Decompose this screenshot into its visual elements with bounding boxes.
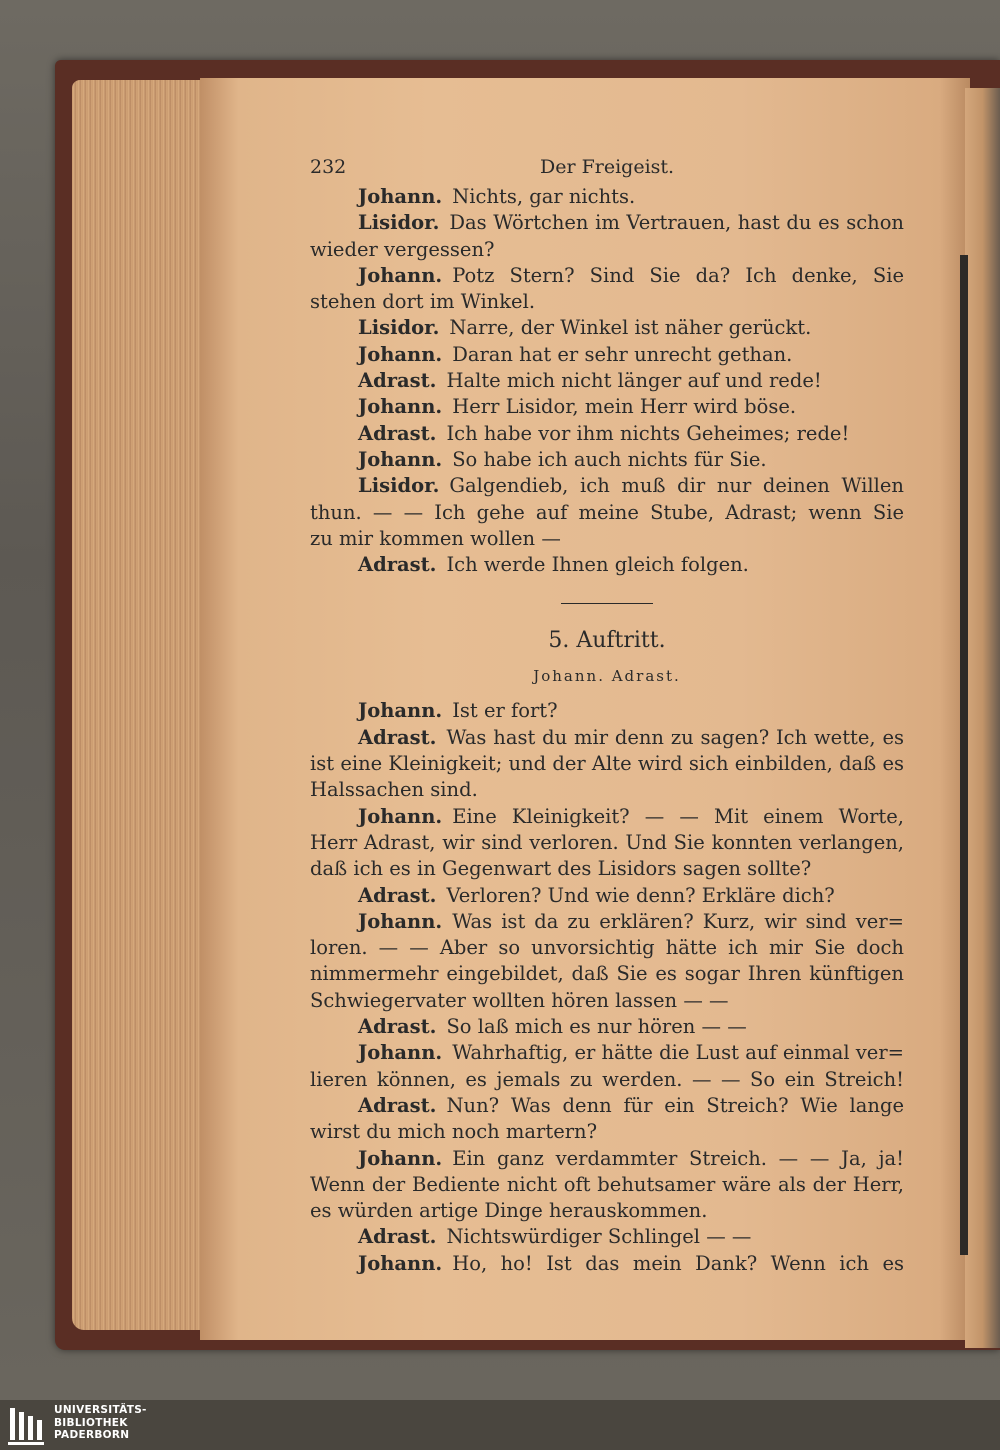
scene-cast: Johann. Adrast. [533,667,681,686]
line-text: Was ist da zu erklären? Kurz, wir sind ver= [452,909,904,933]
speaker-name: Adrast. [358,369,437,393]
speaker-name: Adrast. [358,1225,437,1249]
line-text: Ho, ho! Ist das mein Dank? Wenn ich es [452,1251,904,1275]
speaker-name: Johann. [358,447,443,471]
line-text: Ich habe vor ihm nichts Geheimes; rede! [446,421,850,445]
speaker-name: Johann. [358,804,443,828]
line-text: es würden artige Dinge herauskommen. [310,1199,708,1223]
line-text: Wahrhaftig, er hätte die Lust auf einmal ver= [452,1041,904,1065]
speaker-name: Johann. [358,1251,443,1275]
text-line [310,883,904,909]
text-line [310,961,904,987]
line-text: Schwiegervater wollten hören lassen — — [310,988,729,1012]
text-line [310,289,904,315]
line-text: Nichts, gar nichts. [452,185,636,208]
line-text: Ein ganz verdammter Streich. — — Ja, ja! [452,1146,904,1170]
text-line [310,210,904,236]
line-text: Potz Stern? Sind Sie da? Ich denke, Sie [452,263,904,287]
line-text: zu mir kommen wollen — [310,526,561,550]
speaker-name: Adrast. [358,725,437,749]
speaker-name: Johann. [358,263,443,287]
line-text: lieren können, es jemals zu werden. — — So ein Streich! [310,1067,904,1091]
scene-title: 5. Auftritt. [548,628,666,654]
line-text: Verloren? Und wie denn? Erkläre dich? [446,883,835,907]
line-text: Nichtswürdiger Schlingel — — [446,1225,752,1249]
library-logo-text [54,1404,147,1442]
speaker-name: Johann. [358,1146,443,1170]
speaker-name: Johann. [358,185,443,208]
text-line [310,473,904,499]
speaker-name: Lisidor. [358,316,440,340]
text-line [310,315,904,341]
text-line [310,777,904,803]
text-line [310,421,904,447]
logo-line: UNIVERSITÄTS- [54,1404,147,1416]
text-line [310,1067,904,1093]
text-line [310,804,904,830]
text-line [310,856,904,882]
line-text: thun. — — Ich gehe auf meine Stube, Adrast; wenn Sie [310,500,904,524]
bookmark-ribbon [960,255,968,1255]
line-text: Herr Adrast, wir sind verloren. Und Sie konnten verlangen, [310,830,904,854]
line-text: Das Wörtchen im Vertrauen, hast du es schon [449,211,904,235]
line-text: So laß mich es nur hören — — [446,1015,747,1039]
text-line [310,751,904,777]
text-line [310,1198,904,1224]
page-text [310,150,904,1277]
speaker-name: Adrast. [358,1015,437,1039]
line-text: wirst du mich noch martern? [310,1120,598,1144]
line-text: Wenn der Bediente nicht oft behutsamer wäre als der Herr, [310,1172,904,1196]
text-line [310,500,904,526]
line-text: ist eine Kleinigkeit; und der Alte wird sich einbilden, daß es [310,752,904,776]
line-text: Was hast du mir denn zu sagen? Ich wette, es [446,725,904,749]
text-line [310,342,904,368]
text-line [310,988,904,1014]
text-line [310,1119,904,1145]
text-line [310,1014,904,1040]
speaker-name: Lisidor. [358,474,440,498]
text-line [310,1146,904,1172]
line-text: Nun? Was denn für ein Streich? Wie lange [446,1093,904,1117]
text-line [310,526,904,552]
speaker-name: Johann. [358,1041,443,1065]
line-text: Ich werde Ihnen gleich folgen. [446,553,749,577]
footer-bar [0,1400,1000,1450]
scene-divider [561,603,653,604]
text-line [310,552,904,578]
line-text: Ist er fort? [452,699,558,723]
line-text: wieder vergessen? [310,237,495,261]
text-line [310,237,904,263]
speaker-name: Adrast. [358,421,437,445]
line-text: Herr Lisidor, mein Herr wird böse. [452,395,797,419]
text-line [310,1172,904,1198]
text-line [310,263,904,289]
speaker-name: Johann. [358,342,443,366]
page-number: 232 [310,156,347,178]
running-title: Der Freigeist. [540,156,675,178]
line-text: Narre, der Winkel ist näher gerückt. [449,316,812,340]
text-line [310,184,904,210]
text-line [310,935,904,961]
line-text: So habe ich auch nichts für Sie. [452,447,767,471]
speaker-name: Johann. [358,909,443,933]
text-line [310,1251,904,1277]
text-line [310,1093,904,1119]
text-line [310,368,904,394]
line-text: loren. — — Aber so unvorsichtig hätte ich mir Sie doch [310,936,904,960]
line-text: Galgendieb, ich muß dir nur deinen Willen [449,474,904,498]
page-right-edge [965,88,1000,1348]
text-line [310,447,904,473]
speaker-name: Adrast. [358,553,437,577]
line-text: Eine Kleinigkeit? — — Mit einem Worte, [452,804,904,828]
line-text: Daran hat er sehr unrecht gethan. [452,342,793,366]
speaker-name: Johann. [358,699,443,723]
speaker-name: Johann. [358,395,443,419]
line-text: nimmermehr eingebildet, daß Sie es sogar Ihren künftigen [310,962,904,986]
logo-line: PADERBORN [54,1429,130,1441]
text-line [310,1224,904,1250]
text-line [310,394,904,420]
text-line [310,909,904,935]
line-text: stehen dort im Winkel. [310,290,536,314]
line-text: daß ich es in Gegenwart des Lisidors sagen sollte? [310,857,812,881]
text-line [310,1040,904,1066]
text-line [310,830,904,856]
library-columns-icon [8,1406,48,1446]
logo-line: BIBLIOTHEK [54,1416,128,1429]
speaker-name: Lisidor. [358,211,440,235]
text-line [310,698,904,724]
line-text: Halte mich nicht länger auf und rede! [446,369,822,393]
page-header [310,150,904,184]
speaker-name: Adrast. [358,1093,437,1117]
dialogue-block-2 [310,698,904,1277]
dialogue-block-1 [310,184,904,578]
text-line [310,725,904,751]
line-text: Halssachen sind. [310,778,478,802]
speaker-name: Adrast. [358,883,437,907]
